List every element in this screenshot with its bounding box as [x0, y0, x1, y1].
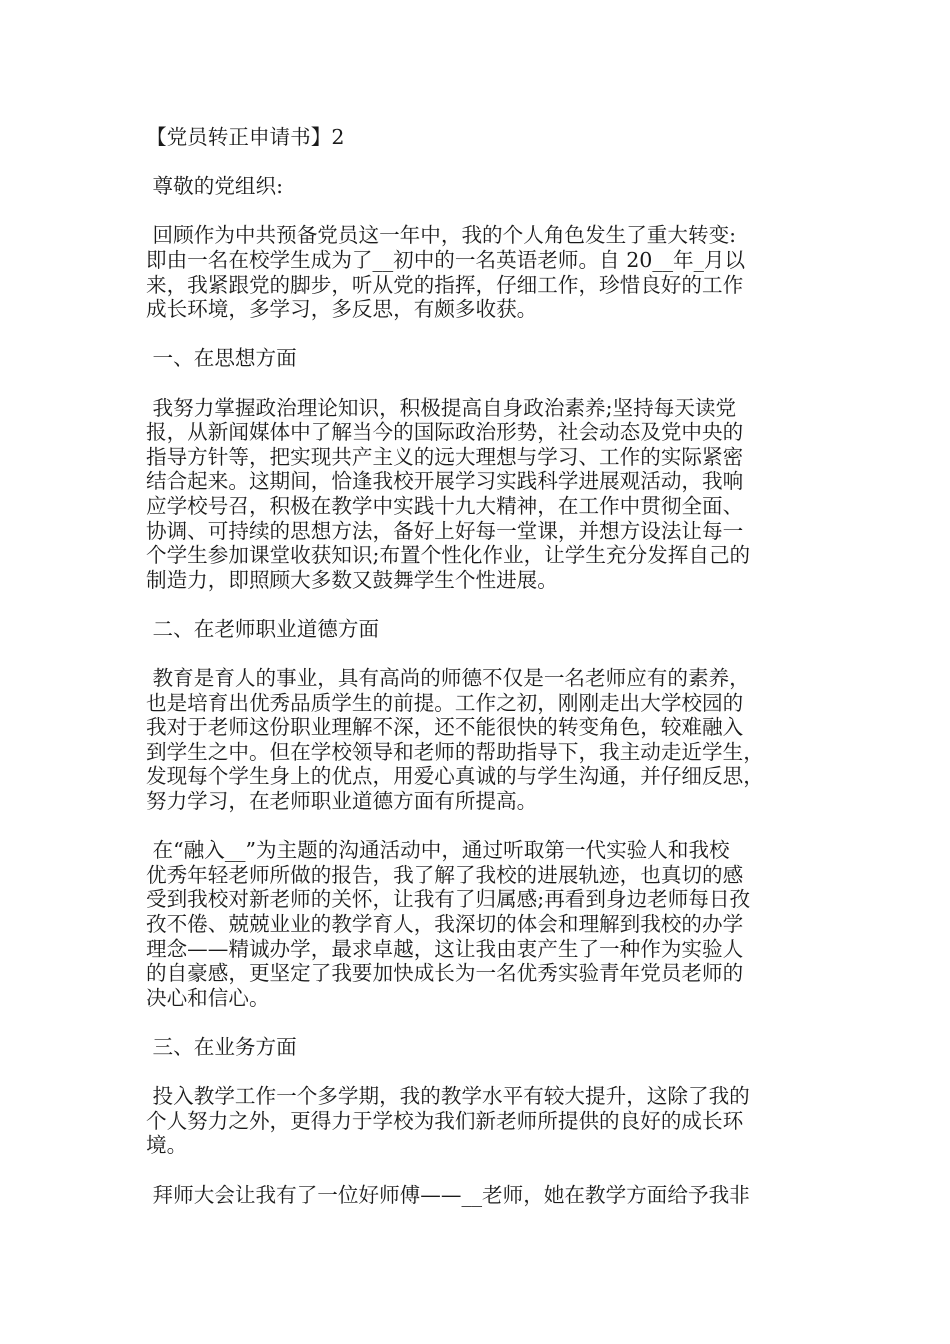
document-title: 【党员转正申请书】2 — [146, 125, 345, 149]
paragraph-line: 的自豪感，更坚定了我要加快成长为一名优秀实验青年党员老师的 — [146, 961, 744, 986]
paragraph-line: 理念——精诚办学，最求卓越，这让我由衷产生了一种作为实验人 — [146, 936, 744, 961]
paragraph-line: 决心和信心。 — [146, 985, 270, 1010]
paragraph-line: 制造力，即照顾大多数又鼓舞学生个性进展。 — [146, 567, 558, 592]
paragraph-gap — [146, 371, 826, 396]
paragraph-line: 我对于老师这份职业理解不深，还不能很快的转变角色，较难融入 — [146, 715, 744, 740]
paragraph-line: 在“融入__”为主题的沟通活动中，通过听取第一代实验人和我校 — [146, 838, 730, 863]
paragraph-line: 我努力掌握政治理论知识，积极提高自身政治素养;坚持每天读党 — [146, 395, 737, 420]
paragraph — [146, 838, 826, 1010]
paragraph — [146, 1084, 826, 1158]
paragraph-line: 个人努力之外，更得力于学校为我们新老师所提供的良好的成长环 — [146, 1108, 744, 1133]
paragraph-line: 优秀年轻老师所做的报告，我了解了我校的进展轨迹，也真切的感 — [146, 862, 744, 887]
paragraph-line: 三、在业务方面 — [146, 1034, 297, 1059]
paragraph — [146, 223, 826, 321]
paragraph-gap — [146, 322, 826, 347]
paragraph-line: 结合起来。这期间，恰逢我校开展学习实践科学进展观活动，我响 — [146, 469, 744, 494]
paragraph-list — [146, 223, 826, 1207]
salutation: 尊敬的党组织: — [146, 174, 284, 199]
paragraph-gap — [146, 1060, 826, 1085]
document-body — [146, 125, 826, 1207]
paragraph-line: 努力学习，在老师职业道德方面有所提高。 — [146, 789, 538, 814]
paragraph-line: 教育是育人的事业，具有高尚的师德不仅是一名老师应有的素养， — [146, 666, 750, 691]
paragraph-gap — [146, 199, 826, 224]
paragraph-line: 境。 — [146, 1133, 188, 1158]
paragraph-gap — [146, 641, 826, 666]
paragraph-line: 报，从新闻媒体中了解当今的国际政治形势，社会动态及党中央的 — [146, 420, 744, 445]
paragraph-line: 发现每个学生身上的优点，用爱心真诚的与学生沟通，并仔细反思， — [146, 764, 764, 789]
paragraph — [146, 1183, 826, 1208]
paragraph-line: 投入教学工作一个多学期，我的教学水平有较大提升，这除了我的 — [146, 1084, 750, 1109]
paragraph-line: 受到我校对新老师的关怀，让我有了归属感;再看到身边老师每日孜 — [146, 887, 751, 912]
paragraph-line: 即由一名在校学生成为了__初中的一名英语老师。自 20__年_月以 — [146, 247, 746, 272]
paragraph — [146, 1035, 826, 1060]
paragraph-line: 到学生之中。但在学校领导和老师的帮助指导下，我主动走近学生， — [146, 739, 764, 764]
paragraph-line: 孜不倦、兢兢业业的教学育人，我深切的体会和理解到我校的办学 — [146, 912, 744, 936]
paragraph-line: 个学生参加课堂收获知识;布置个性化作业，让学生充分发挥自己的 — [146, 543, 751, 568]
paragraph-gap — [146, 1010, 826, 1035]
paragraph — [146, 346, 826, 371]
paragraph-line: 应学校号召，积极在教学中实践十九大精神，在工作中贯彻全面、 — [146, 493, 744, 518]
paragraph — [146, 396, 826, 593]
paragraph-gap — [146, 150, 826, 175]
paragraph-line: 一、在思想方面 — [146, 346, 297, 371]
paragraph — [146, 617, 826, 642]
paragraph-line: 也是培育出优秀品质学生的前提。工作之初，刚刚走出大学校园的 — [146, 690, 744, 715]
paragraph-gap — [146, 592, 826, 617]
paragraph-line: 来，我紧跟党的脚步，听从党的指挥，仔细工作，珍惜良好的工作 — [146, 272, 744, 297]
paragraph-line: 成长环境，多学习，多反思，有颇多收获。 — [146, 297, 538, 322]
paragraph-gap — [146, 1158, 826, 1183]
paragraph-line: 回顾作为中共预备党员这一年中，我的个人角色发生了重大转变: — [146, 223, 737, 248]
paragraph-line: 拜师大会让我有了一位好师傅——__老师，她在教学方面给予我非 — [146, 1182, 750, 1207]
paragraph-line: 协调、可持续的思想方法，备好上好每一堂课，并想方设法让每一 — [146, 518, 744, 543]
paragraph-line: 指导方针等，把实现共产主义的远大理想与学习、工作的实际紧密 — [146, 444, 744, 469]
paragraph-gap — [146, 814, 826, 839]
paragraph — [146, 666, 826, 814]
paragraph-line: 二、在老师职业道德方面 — [146, 616, 380, 641]
